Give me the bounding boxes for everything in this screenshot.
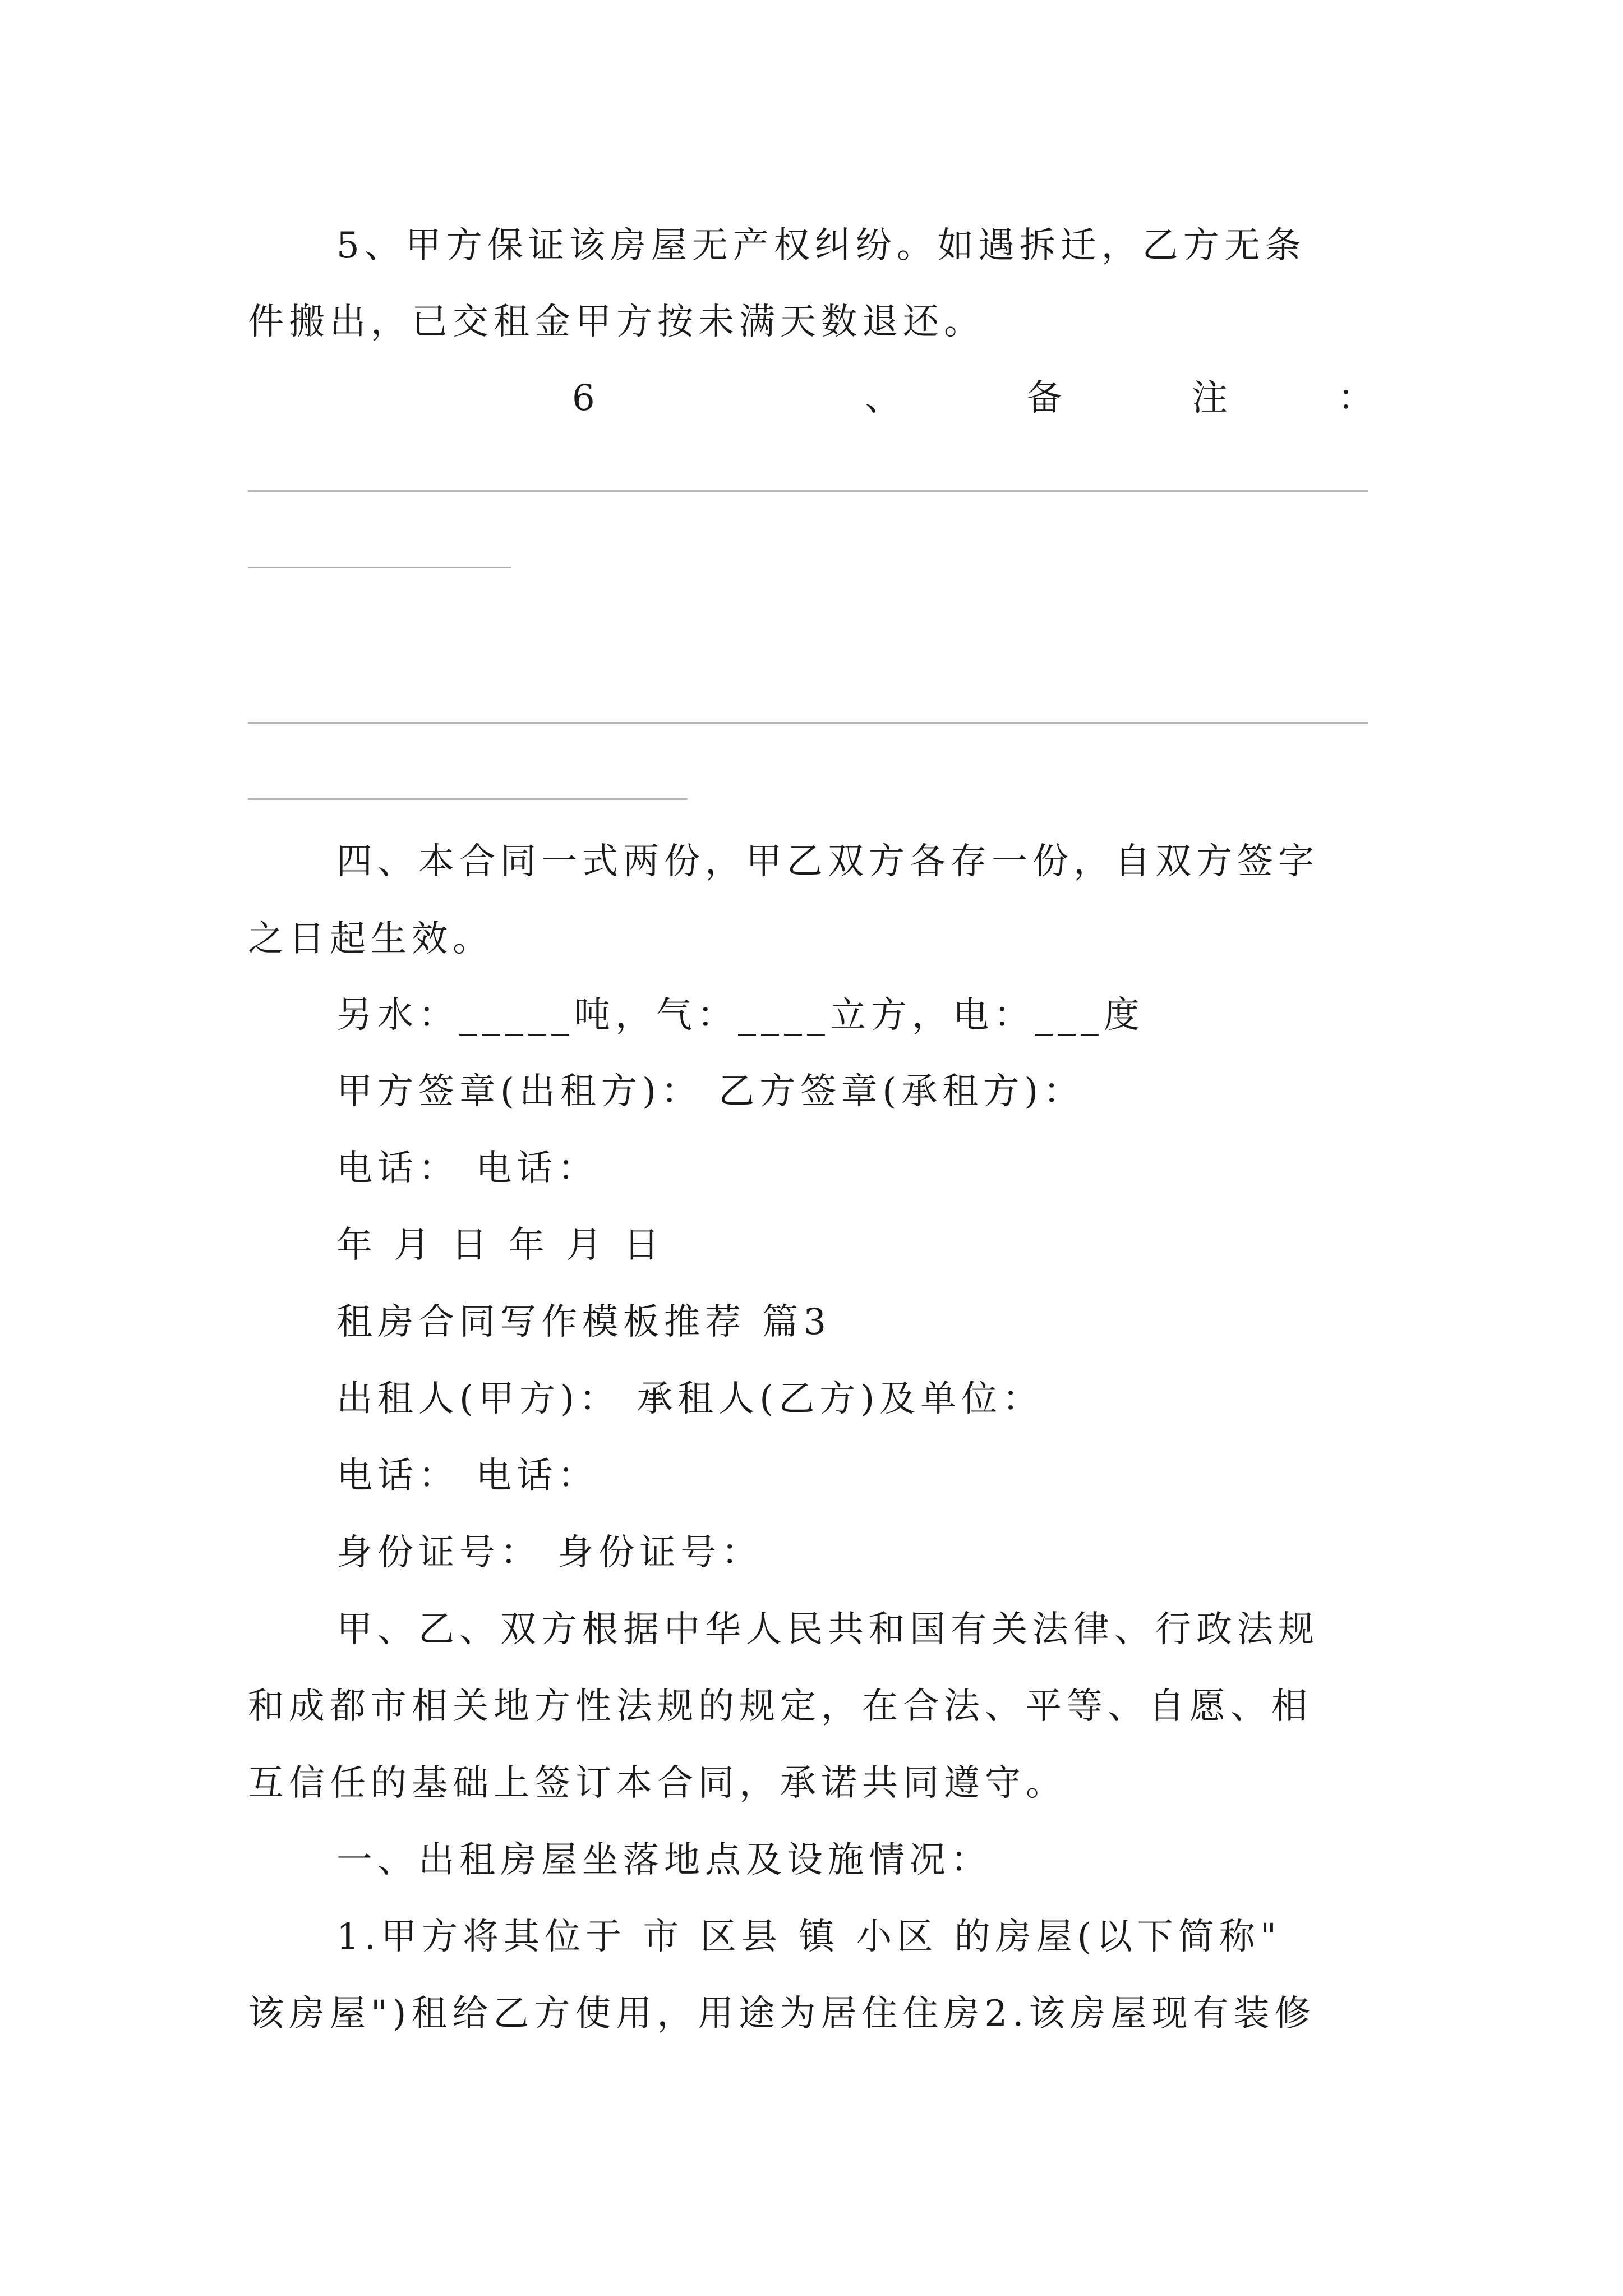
- phones-line-1: 电话： 电话：: [336, 1148, 599, 1189]
- preamble-line-1: 甲、乙、双方根据中华人民共和国有关法律、行政法规: [336, 1609, 1319, 1650]
- remark-char-1: 备: [1026, 378, 1062, 419]
- clause-4-line-1: 四、本合同一式两份，甲乙双方各存一份，自双方签字: [336, 841, 1319, 882]
- remark-blank-line-4: [248, 798, 688, 800]
- remark-colon: ：: [1338, 378, 1373, 419]
- remark-number: 6: [572, 378, 595, 419]
- phones-line-2: 电话： 电话：: [336, 1455, 599, 1497]
- utilities-line: 另水：_____吨，气：____立方，电：___度: [336, 995, 1145, 1036]
- clause-1-line-1: 1.甲方将其位于 市 区县 镇 小区 的房屋(以下简称": [336, 1916, 1282, 1958]
- clause-1-line-2: 该房屋")租给乙方使用，用途为居住住房2.该房屋现有装修: [248, 1993, 1316, 2035]
- remark-char-2: 注: [1192, 378, 1228, 419]
- remark-blank-line-2: [248, 567, 511, 568]
- section-title: 租房合同写作模板推荐 篇3: [336, 1301, 832, 1343]
- preamble-line-2: 和成都市相关地方性法规的规定，在合法、平等、自愿、相: [248, 1686, 1312, 1727]
- remark-blank-line-1: [248, 490, 1368, 492]
- clause-5-line-1: 5、甲方保证该房屋无产权纠纷。如遇拆迁，乙方无条: [336, 225, 1306, 266]
- clause-4-line-2: 之日起生效。: [248, 918, 494, 960]
- parties-line: 出租人(甲方)： 承租人(乙方)及单位：: [336, 1378, 1044, 1420]
- remark-blank-line-3: [248, 722, 1368, 724]
- clause-1-title: 一、出租房屋坐落地点及设施情况：: [336, 1839, 992, 1881]
- signatures-line: 甲方签章(出租方)： 乙方签章(承租方)：: [336, 1071, 1085, 1112]
- remark-separator: 、: [865, 378, 901, 419]
- preamble-line-3: 互信任的基础上签订本合同，承诺共同遵守。: [248, 1763, 1067, 1804]
- clause-5-line-2: 件搬出，已交租金甲方按未满天数退还。: [248, 301, 985, 343]
- dates-line: 年 月 日 年 月 日: [336, 1225, 665, 1266]
- id-numbers-line: 身份证号： 身份证号：: [336, 1532, 763, 1573]
- remark-heading: [248, 376, 1373, 421]
